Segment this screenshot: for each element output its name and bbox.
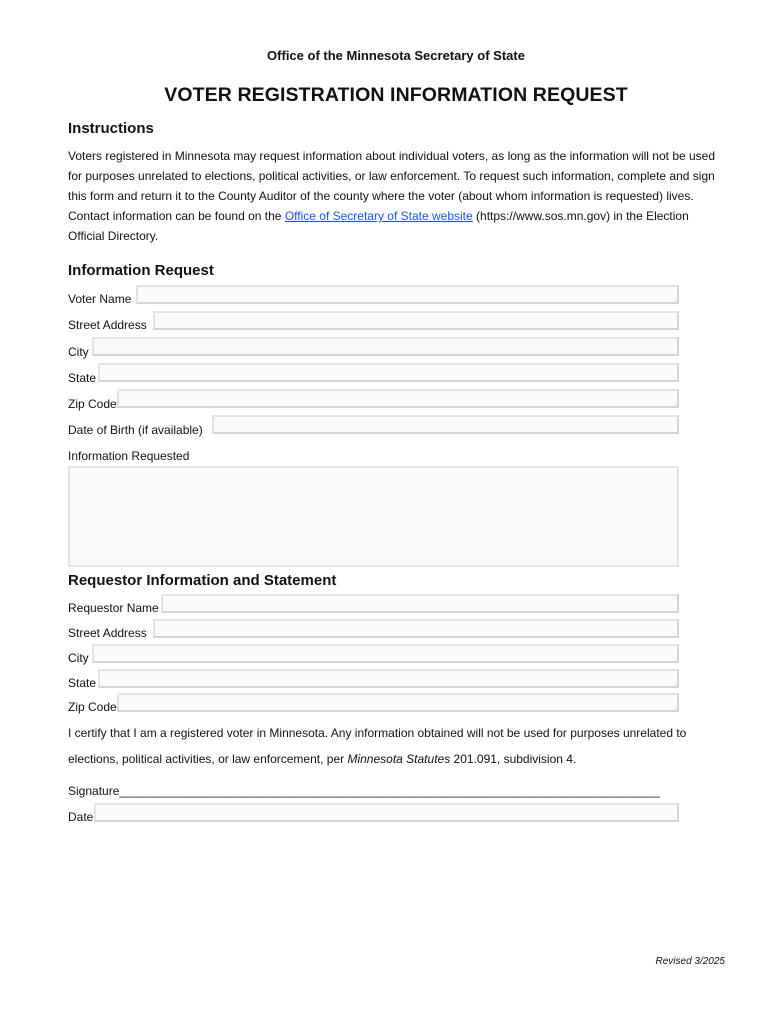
signature-line: [68, 784, 728, 798]
date-of-birth-field[interactable]: [212, 415, 679, 434]
information-requested-label: Information Requested: [68, 449, 190, 463]
date-of-birth-label: Date of Birth (if available): [68, 423, 203, 437]
zip-code-field[interactable]: [117, 389, 679, 408]
street-address-field[interactable]: [153, 311, 679, 330]
information-requested-field[interactable]: [68, 466, 679, 567]
signature-blank[interactable]: _________________________________________________________________________________: [119, 784, 660, 798]
sos-website-link[interactable]: Office of Secretary of State website: [284, 209, 473, 223]
certification-statement: I certify that I am a registered voter in Minnesota. Any information obtained will not be used for purposes unrelated to elections, political activities, or law enforcement, per Minnesota Statutes 201.091, subdivision 4.: [68, 726, 687, 766]
requestor-city-label: City: [68, 651, 89, 665]
state-field[interactable]: [98, 363, 679, 382]
requestor-name-field[interactable]: [161, 594, 679, 613]
state-label: State: [68, 371, 97, 385]
office-header: Office of the Minnesota Secretary of State: [267, 48, 525, 63]
requestor-zip-code-field[interactable]: [117, 693, 679, 712]
city-field[interactable]: [92, 337, 679, 356]
information-request-heading: Information Request: [68, 262, 214, 279]
requestor-state-label: State: [68, 676, 97, 690]
requestor-state-field[interactable]: [98, 669, 679, 688]
instructions-heading: Instructions: [68, 120, 154, 137]
form-title: VOTER REGISTRATION INFORMATION REQUEST: [164, 84, 628, 106]
zip-code-label: Zip Code: [68, 397, 117, 411]
instructions-text: Voters registered in Minnesota may request information about individual voters, as long as the information will not be used for purposes unrelated to elections, political activities, or law enforcement. To request such information, complete and sign this form and return it to the County Auditor of the county where the voter (about whom information is requested) lives. Contact information can be found on the Office of Secretary of State website (https://www.sos.mn.gov) in the Election Official Directory.: [68, 149, 716, 243]
requestor-heading: Requestor Information and Statement: [68, 572, 337, 589]
date-label: Date: [68, 810, 94, 824]
signature-label: Signature: [68, 784, 120, 798]
revision-date: Revised 3/2025: [655, 956, 725, 967]
date-field[interactable]: [94, 803, 679, 822]
requestor-city-field[interactable]: [92, 644, 679, 663]
requestor-street-address-field[interactable]: [153, 619, 679, 638]
voter-name-label: Voter Name: [68, 292, 132, 306]
voter-name-field[interactable]: [136, 285, 679, 304]
requestor-name-label: Requestor Name: [68, 601, 159, 615]
requestor-street-address-label: Street Address: [68, 626, 147, 640]
city-label: City: [68, 345, 89, 359]
requestor-zip-code-label: Zip Code: [68, 700, 117, 714]
street-address-label: Street Address: [68, 318, 147, 332]
